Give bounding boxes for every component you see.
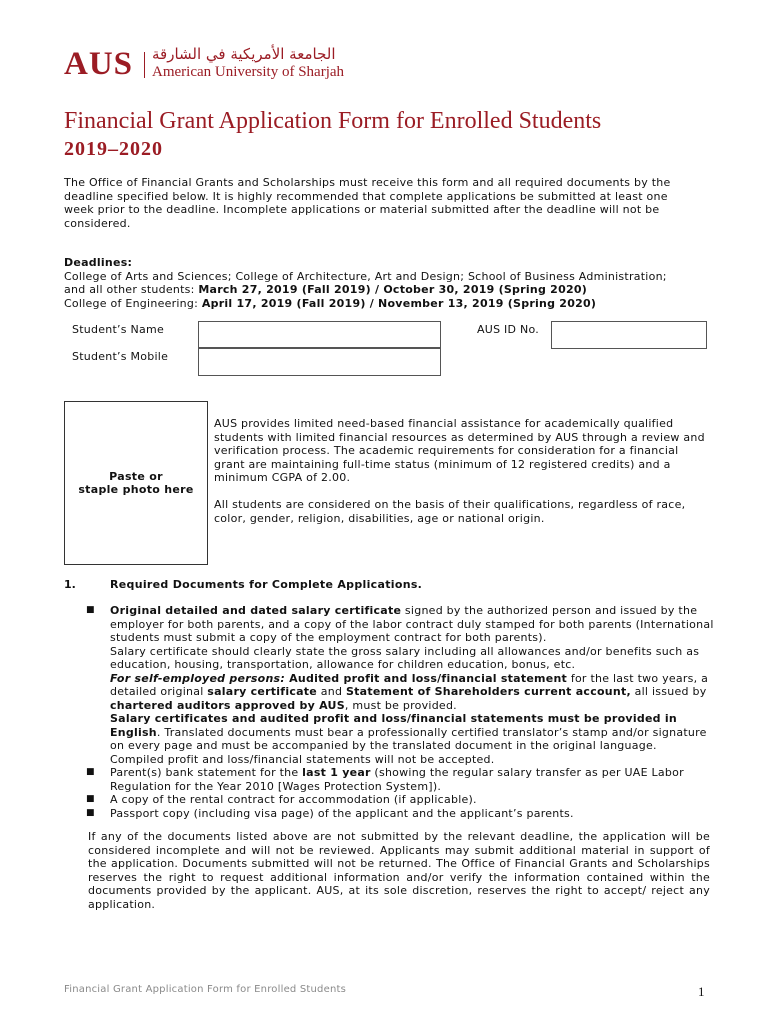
logo-english-name: American University of Sharjah	[152, 64, 345, 80]
list-item: ■ Passport copy (including visa page) of the applicant and the applicant’s parents.	[86, 806, 574, 820]
required-documents-list	[64, 604, 714, 820]
aus-id-label: AUS ID No.	[477, 323, 540, 336]
logo-divider	[144, 52, 145, 78]
student-mobile-label: Student’s Mobile	[72, 350, 169, 363]
intro-paragraph: The Office of Financial Grants and Scholarships must receive this form and all required documents by the deadline specified below. It is highly recommended that complete applications be submitted at least one week prior to the deadline. Incomplete applications or material submitted after the deadline will not be considered.	[64, 176, 671, 230]
deadlines-line-1: College of Arts and Sciences; College of Architecture, Art and Design; School of Business Administration;	[64, 269, 667, 283]
student-name-field[interactable]	[198, 321, 441, 348]
deadlines-block	[64, 256, 704, 310]
photo-box[interactable]	[64, 401, 208, 565]
nondiscrimination-paragraph: All students are considered on the basis of their qualifications, regardless of race, color, gender, religion, disabilities, age or national origin.	[214, 498, 686, 525]
bullet-icon: ■	[86, 767, 95, 777]
photo-instruction-line-2: staple photo here	[78, 483, 194, 496]
section-number: 1.	[64, 578, 76, 591]
page-number: 1	[698, 984, 705, 999]
student-mobile-field[interactable]	[198, 348, 441, 376]
eligibility-paragraph: AUS provides limited need-based financial assistance for academically qualified students with limited financial resources as determined by AUS through a review and verification process. The academic requirements for consideration for a financial grant are maintaining full-time status (minimum of 12 registered credits) and a minimum CGPA of 2.00.	[214, 417, 705, 484]
list-item: ■ Parent(s) bank statement for the last 1 year (showing the regular salary transfer as per UAE Labor Regulation for the Year 2010 [Wages Protection System]).	[86, 766, 684, 793]
photo-instruction-line-1: Paste or	[109, 469, 163, 483]
student-name-label: Student’s Name	[72, 323, 164, 336]
logo-abbreviation: AUS	[64, 46, 134, 82]
footer-text: Financial Grant Application Form for Enrolled Students	[64, 984, 347, 995]
aus-id-field[interactable]	[551, 321, 707, 349]
closing-paragraph: If any of the documents listed above are not submitted by the relevant deadline, the application will be considered incomplete and will not be reviewed. Applicants may submit additional material in support of the application. Documents submitted will not be returned. The Office of Financial Grants and Scholarships reserves the right to request additional information and/or verify the information contained within the documents provided by the applicant. AUS, at its sole discretion, reserves the right to accept/ reject any application.	[88, 830, 710, 911]
section-title: Required Documents for Complete Applications.	[110, 578, 423, 591]
list-item: ■ A copy of the rental contract for accommodation (if applicable).	[86, 793, 477, 806]
logo-arabic-name: الجامعة الأمريكية في الشارقة	[152, 45, 336, 63]
page-title: Financial Grant Application Form for Enrolled Students	[64, 108, 602, 134]
bullet-icon: ■	[86, 605, 95, 615]
bullet-icon: ■	[86, 807, 95, 818]
list-item: ■ Original detailed and dated salary certificate signed by the authorized person and issued by the employer for both parents, and a copy of the labor contract duly stamped for both parents (International students must submit a copy of the employment contract for both parents). Salary certificate should clearly state the gross salary including all allowances and/or benefits such as education, housing, transportation, allowance for children education, bonus, etc. For self-employed persons: Audited profit and loss/financial statement for the last two years, a detailed original salary certificate and Statement of Shareholders current account, all issued by chartered auditors approved by AUS, must be provided. Salary certificates and audited profit and loss/financial statements must be provided in English. Translated documents must bear a professionally certified translator’s stamp and/or signature on every page and must be accompanied by the translated document in the original language. Compiled profit and loss/financial statements will not be accepted.	[86, 604, 714, 766]
deadlines-line-3: College of Engineering: April 17, 2019 (Fall 2019) / November 13, 2019 (Spring 2020)	[64, 296, 597, 310]
academic-year: 2019–2020	[64, 138, 163, 160]
deadlines-heading: Deadlines:	[64, 256, 133, 269]
deadlines-line-2: and all other students: March 27, 2019 (Fall 2019) / October 30, 2019 (Spring 2020)	[64, 283, 588, 296]
bullet-icon: ■	[86, 794, 95, 804]
